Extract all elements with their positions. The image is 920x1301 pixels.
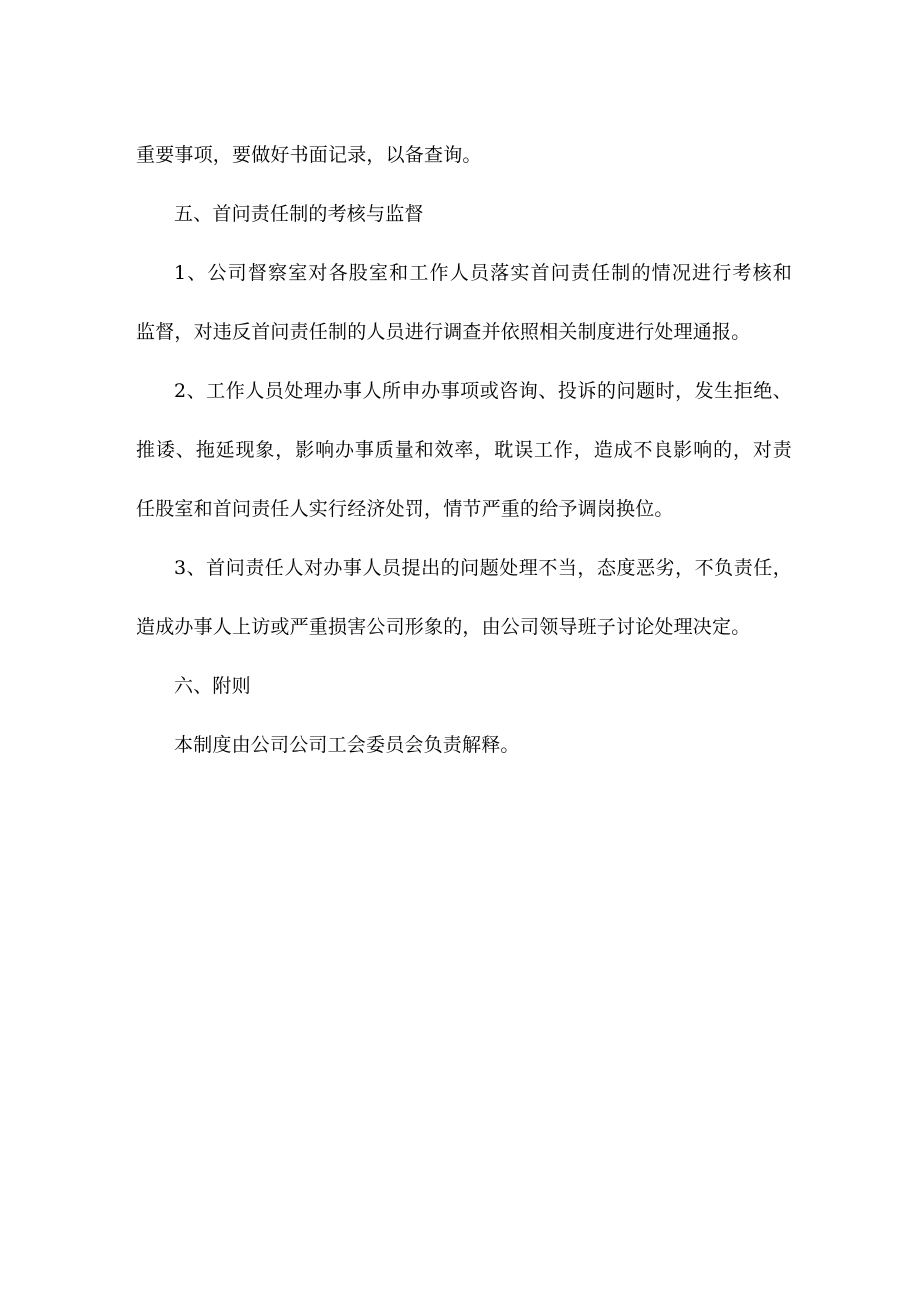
clause-2-line-2: 推诿、拖延现象，影响办事质量和效率，耽误工作，造成不良影响的，对责 — [136, 439, 792, 461]
document-body — [136, 126, 792, 775]
closing-statement: 本制度由公司公司工会委员会负责解释。 — [174, 734, 520, 756]
section-heading-six: 六、附则 — [174, 675, 251, 697]
clause-3-line-1: 3、首问责任人对办事人员提出的问题处理不当，态度恶劣，不负责任， — [174, 557, 792, 579]
clause-2-line-1: 2、工作人员处理办事人所申办事项或咨询、投诉的问题时，发生拒绝、 — [174, 380, 792, 402]
section-heading-five: 五、首问责任制的考核与监督 — [174, 203, 424, 225]
clause-2-line-3: 任股室和首问责任人实行经济处罚，情节严重的给予调岗换位。 — [136, 498, 674, 520]
paragraph-continuation: 重要事项，要做好书面记录，以备查询。 — [136, 144, 482, 166]
clause-3-line-2: 造成办事人上访或严重损害公司形象的，由公司领导班子讨论处理决定。 — [136, 616, 751, 638]
clause-1-line-2: 监督，对违反首问责任制的人员进行调查并依照相关制度进行处理通报。 — [136, 321, 751, 343]
clause-1-line-1: 1、公司督察室对各股室和工作人员落实首问责任制的情况进行考核和 — [174, 262, 792, 284]
